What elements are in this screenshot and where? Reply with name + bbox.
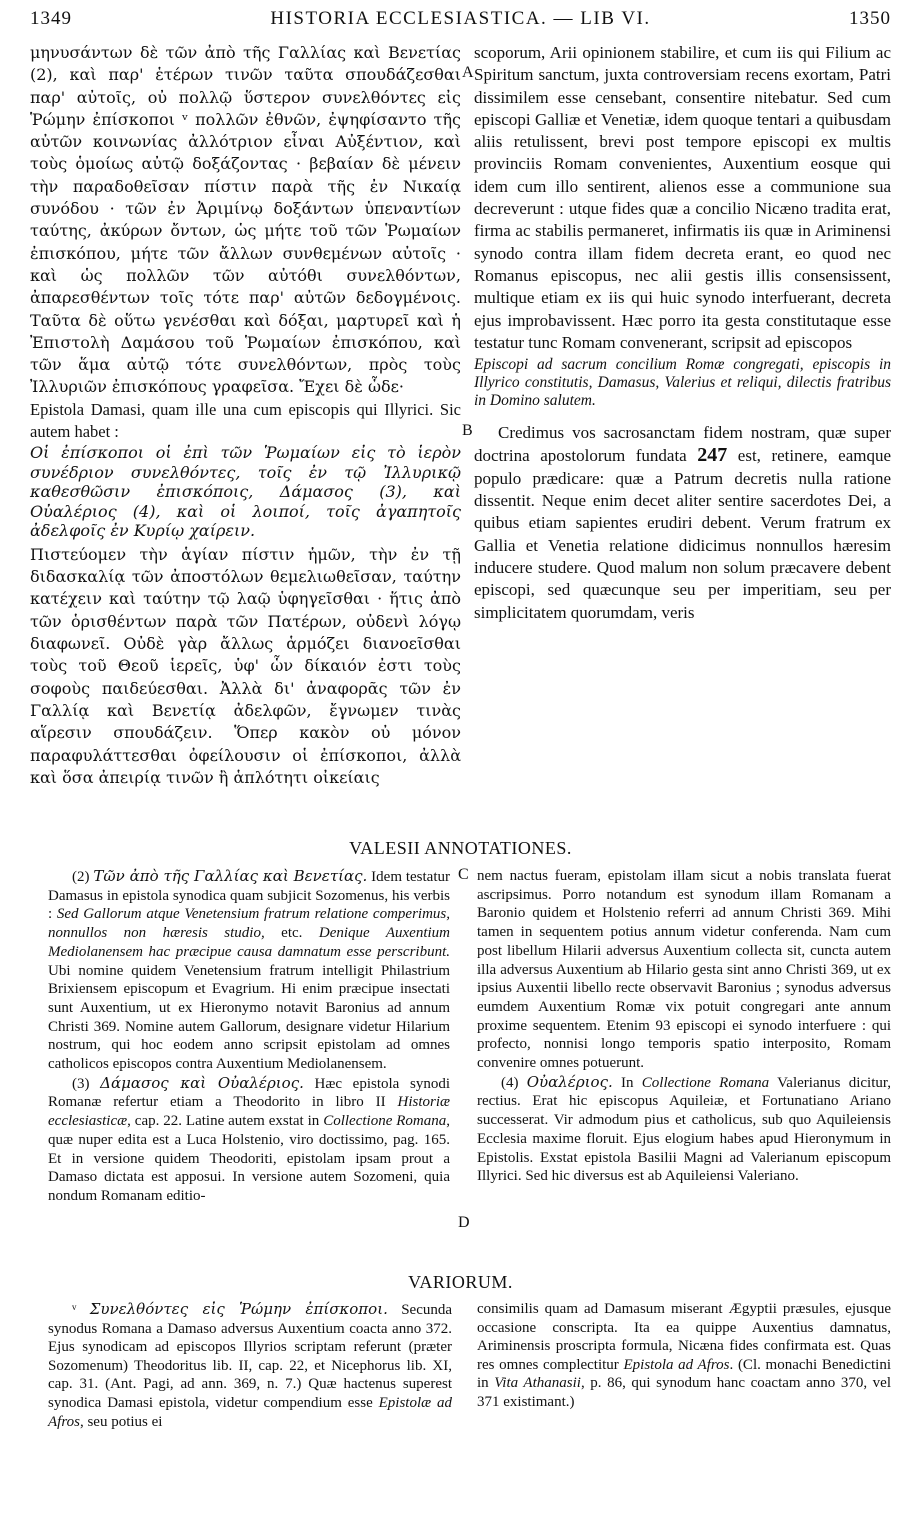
note-2-label: (2): [72, 869, 90, 885]
note-2-quote: Sed Gallorum atque Venetensium fratrum relatione comperimus, nonnullos non hæresis studio,: [48, 906, 451, 942]
latin-paragraph-2-a: Credimus vos sacrosanctam fidem nostram, quæ super doctrina apostolorum fundata: [474, 423, 891, 466]
latin-paragraph-2: [474, 422, 891, 624]
greek-column: [30, 42, 461, 789]
left-page-number: 1349: [30, 8, 72, 29]
variorum-note: [48, 1300, 452, 1431]
note-3-text-c: , quæ nuper edita est a Luca Holstenio, viro doctissimo, pag. 165. Et in versione quidem Theodoriti, epistolam ipsam prout a Damaso dictata est apposui. In versione autem Sozomeni, quia nondum Romanam editio-: [48, 1113, 451, 1204]
greek-salutation: Οἱ ἐπίσκοποι οἱ ἐπὶ τῶν Ῥωμαίων εἰς τὸ ἱερὸν συνέδριον συνελθόντες, τοῖς ἐν τῷ Ἰλλυρικῷ καθεσθῶσιν ἐπισκόποις, Δάμασος (3), καὶ Οὐαλέριος (4), καὶ οἱ λοιποί, τοῖς ἀγαπητοῖς ἀδελφοῖς ἐν Κυρίῳ χαίρειν.: [30, 443, 461, 541]
note-2: [48, 867, 450, 1074]
variorum-continued: [477, 1300, 891, 1412]
margin-marker-a: A: [462, 64, 474, 81]
note-2-text-c: Ubi nomine quidem Venetensium fratrum intelligit Philastrium Brixiensem episcopum et Evagrium. Hi enim præcipue insectati sunt Auxentium, ut ex Hieronymo notavit Baronius ad annum Christi 369. Nomine autem Gallorum, designare videtur Hilarium nostrum, qui hoc eodem anno scripsit epistolam ad omnes catholicos episcopos contra Auxentium Mediolanensem.: [48, 962, 450, 1073]
note-3-text-b: , cap. 22. Latine autem exstat in: [127, 1113, 320, 1130]
note-3: [48, 1074, 450, 1206]
latin-column: [474, 42, 891, 624]
variorum-italic-2: Epistola ad Afros: [623, 1356, 730, 1373]
running-header: [30, 8, 891, 42]
note-2-quote-2: Denique Auxentium Mediolanensem hac præcipue causa damnatum esse perscribunt.: [48, 925, 450, 960]
note-4-text-a: In: [621, 1074, 634, 1091]
variorum-italic-1: Epistolæ ad Afros: [48, 1394, 453, 1430]
note-3-continued: nem nactus fueram, epistolam illam sicut a nobis translata fuerat ascripsimus. Porro notandum est synodum illam Romanam a Baronio quidem et Holstenio referri ad annum Christi 369. Mihi tamen in sequentem potius annum videtur conferenda. Nam cum post libellum Hilarii adversus Auxentium collecta sit, cuncta autem illa adversus Auxentium ab Hilario gesta sint anno Christi 369, ut ex ipsius Auxentii libello recte observavit Baronius ; synodus adversus eumdem Auxentium Romæ vix potuit congregari ante annum proxime sequentem. Etenim 93 episcopi ei synodo interfuere : qui profecto, nonnisi longo temporis spatio interposito, Romam convenire omnes potuerunt.: [477, 868, 891, 1072]
variorum-greek: Συνελθόντες εἰς Ῥώμην ἐπίσκοποι.: [89, 1300, 388, 1318]
latin-paragraph-2-b: est, retinere, eamque populo prædicare: quæ a Patrum decretis nulla ratione dissentit. Neque enim decet aliter sentire sacerdotes Dei, a quibus etiam sapientes erudiri debent. Verum fratrum ex Gallia et Venetia relatione didicimus nonnullos hæresim inducere studere. Quod malum non solum præcavere debent episcopi, sed quæcunque seu per imperitiam, seu per simplicitatem quorumdam, veris: [474, 446, 892, 622]
variorum-mark: ᵛ: [72, 1302, 77, 1318]
valesii-heading: VALESII ANNOTATIONES.: [349, 838, 572, 858]
latin-heading-epistola: Epistola Damasi, quam ille una cum episcopis qui Illyrici. Sic autem habet :: [30, 399, 461, 442]
note-4-label: (4): [501, 1074, 519, 1091]
note-2-text-b: etc.: [281, 925, 303, 942]
note-3-italic-1: Historiæ ecclesiasticæ: [48, 1094, 450, 1130]
margin-marker-b: B: [462, 422, 473, 439]
latin-salutation: Episcopi ad sacrum concilium Romæ congregati, episcopis in Illyrico constitutis, Damasus, Valerius et reliqui, dilectis fratribus in Domino salutem.: [474, 356, 891, 410]
margin-marker-d: D: [458, 1214, 470, 1231]
variorum-right-column: [477, 1300, 891, 1412]
note-4-italic: Collectione Romana: [641, 1074, 770, 1091]
column-number: 247: [697, 444, 728, 467]
note-3-italic-2: Collectione Romana: [323, 1113, 447, 1130]
right-page-number: 1350: [848, 8, 891, 29]
note-4: [477, 1073, 891, 1186]
note-4-text-b: Valerianus dicitur, rectius. Erat hic episcopus Aquileiæ, et Fortunatiano Ariano successerat. Vir admodum pius et catholicus, sub quo Aquileiensis Ecclesia maxime floruit. Ejus elogium habes apud Hieronymum in Epistolis. Exstat epistola Basilii Magni ad Valerianum episcopum Illyrici. Sed hic diversus est ab Aquileiensi Valeriano.: [477, 1074, 892, 1185]
note-2-greek: Τῶν ἀπὸ τῆς Γαλλίας καὶ Βενετίας.: [93, 867, 368, 885]
note-3-greek: Δάμασος καὶ Οὐαλέριος.: [100, 1073, 304, 1092]
note-3-label: (3): [72, 1075, 90, 1092]
note-4-greek: Οὐαλέριος.: [526, 1072, 613, 1091]
variorum-left-column: [48, 1300, 452, 1431]
greek-paragraph-1: μηνυσάντων δὲ τῶν ἀπὸ τῆς Γαλλίας καὶ Βενετίας (2), καὶ παρ' ἑτέρων τινῶν ταῦτα σπουδάζεσθαι παρ' αὐτοῖς, οὐ πολλῷ ὕστερον συνελθόντες εἰς Ῥώμην ἐπίσκοποι ᵛ πολλῶν ἐθνῶν, ἐψηφίσαντο τῆς αὐτῶν κοινωνίας ἀλλότριον εἶναι Αὐξέντιον, καὶ τοὺς ὁμοίως αὐτῷ δοξάζοντας · βεβαίαν δὲ μένειν τὴν παραδοθεῖσαν πίστιν παρὰ τῆς ἐν Νικαίᾳ συνόδου · τῶν ἐν Ἀριμίνῳ δοξάντων ὑπεναντίων ταύτης, ἀκύρων ὄντων, ὡς μήτε τοῦ τῶν Ῥωμαίων ἐπισκόπου, μήτε τῶν ἄλλων συνθεμένων αὐτοῖς · καὶ ὡς πολλῶν τῶν αὐτόθι συνελθόντων, ἀπαρεσθέντων τοῖς τότε παρ' αὐτῶν δεδογμένοις. Ταῦτα δὲ οὕτω γενέσθαι καὶ δόξαι, μαρτυρεῖ καὶ ἡ Ἐπιστολὴ Δαμάσου τοῦ Ῥωμαίων ἐπισκόπου, καὶ τῶν ἅμα αὐτῷ τότε συνελθόντων, πρὸς τοὺς Ἰλλυριῶν ἐπισκόπους γραφεῖσα. Ἔχει δὲ ὧδε·: [30, 43, 461, 397]
variorum-heading: VARIORUM.: [408, 1272, 513, 1292]
running-title: HISTORIA ECCLESIASTICA. — LIB VI.: [270, 8, 651, 29]
note-3-text-a: Hæc epistola synodi Romanæ refertur etiam a Theodorito in libro II: [48, 1075, 450, 1111]
note-2-text-a: Idem testatur Damasus in epistola synodica quam subjicit Sozomenus, his verbis :: [48, 869, 450, 923]
variorum-right-c: , p. 86, qui synodum hanc coactam anno 370, vel 371 existimant.): [477, 1375, 892, 1410]
valesii-left-column: [48, 867, 450, 1206]
variorum-right-a: consimilis quam ad Damasum miserant Ægyptii præsules, ejusque occasione conscripta. Ita ea quippe Auxentius damnatus, Ariminensis proscripta formula, Nicæna fides confirmata est. Quas res omnes complectitur: [477, 1301, 891, 1373]
variorum-text-b: , seu potius ei: [79, 1413, 163, 1430]
variorum-italic-3: Vita Athanasii: [494, 1375, 581, 1392]
greek-paragraph-2: Πιστεύομεν τὴν ἁγίαν πίστιν ἡμῶν, τὴν ἐν τῇ διδασκαλίᾳ τῶν ἀποστόλων θεμελιωθεῖσαν, ταύτην κατέχειν καὶ ταύτην τῷ λαῷ ὑφηγεῖσθαι · ἥτις ἀπὸ τῶν ὁρισθέντων παρὰ τῶν Πατέρων, οὐδενὶ λόγῳ διαφωνεῖ. Οὐδὲ γὰρ ἄλλως ἁρμόζει διανοεῖσθαι τοὺς τοῦ Θεοῦ ἱερεῖς, ὑφ' ὧν δίκαιόν ἐστι τοὺς σοφοὺς παιδεύεσθαι. Ἀλλὰ δι' ἀναφορᾶς τῶν ἐν Γαλλίᾳ καὶ Βενετίᾳ ἀδελφῶν, ἔγνωμεν τινὰς αἵρεσιν σπουδάζειν. Ὅπερ κακὸν οὐ μόνον παραφυλάττεσθαι ὀφείλουσιν οἱ ἐπίσκοποι, ἀλλὰ καὶ ὅσα ἀπειρίᾳ τινῶν ἢ ἁπλότητι οἰκείαις: [30, 544, 461, 787]
margin-marker-c: C: [458, 866, 469, 883]
latin-paragraph-1: scoporum, Arii opinionem stabilire, et cum iis qui Filium ac Spiritum sanctum, juxta controversiam recens exortam, Patri dissimilem esse censebant, consentire nitebatur. Sed cum episcopi Galliæ et Venetiæ, idem quoque tentari a quibusdam aliis retulissent, brevi post tempore episcopi ex multis provinciis Romam convenientes, Auxentium eosque qui idem cum illo sentirent, alienos esse a communione sua decreverunt : utque fides quæ a concilio Nicæno tradita erat, firma ac stabilis permaneret, infirmatis iis quæ in Ariminensi synodo contra illam fidem decreta erant, eo quod nec Romanus episcopus, nec alii gestis illis consensissent, multique etiam ex iis qui huic synodo interfuerant, decreta ejus improbavissent. Hæc porro ita gesta constitutaque esse testatur tunc Romam convenerant, scripsit ad episcopos: [474, 43, 891, 352]
variorum-right-b: . (Cl. monachi Benedictini in: [477, 1356, 891, 1392]
valesii-right-column: [477, 867, 891, 1186]
variorum-text-a: Secunda synodus Romana a Damaso adversus Auxentium coacta anno 372. Ejus synodicam ad episcopos Illyrios scriptam referunt (præter Sozomenum) Theodoritus lib. II, cap. 22, et Nicephorus lib. XI, cap. 31. (Ant. Pagi, ad ann. 369, n. 7.) Quæ hactenus superest synodica Damasi epistola, videtur compendium esse: [48, 1302, 453, 1411]
